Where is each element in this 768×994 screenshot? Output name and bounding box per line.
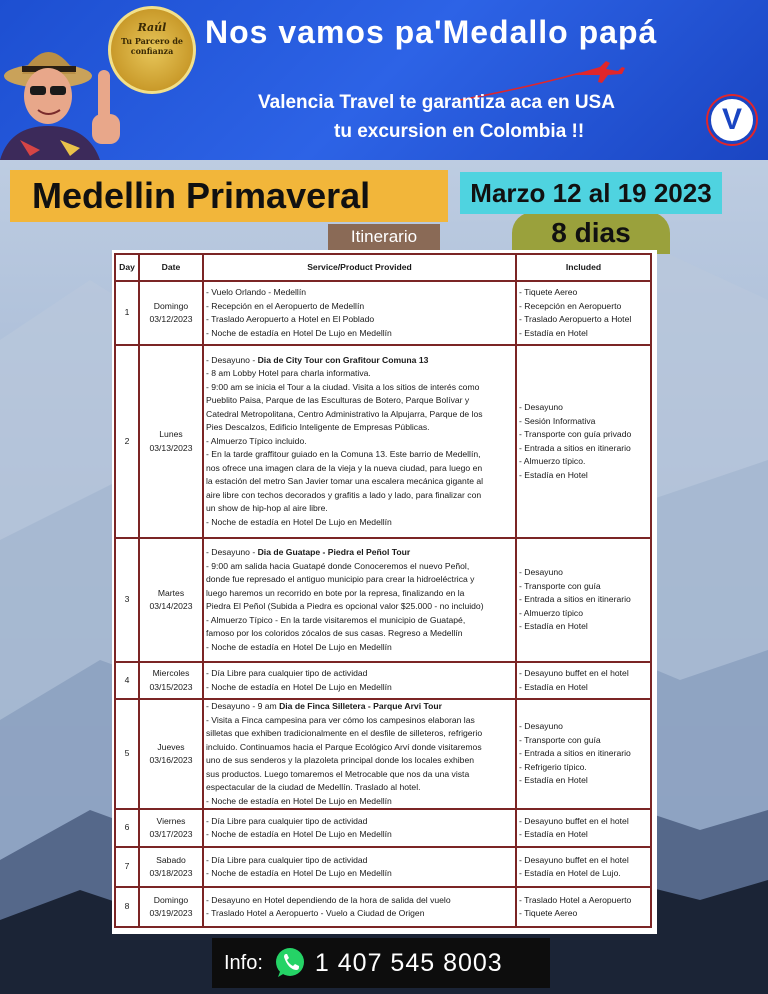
- included-item: - Tiquete Aereo: [519, 287, 578, 297]
- service-text: - Día Libre para cualquier tipo de actividad: [206, 854, 368, 865]
- col-header-included: Included: [516, 254, 651, 281]
- service-text: Pies Descalzos, Edificio Inteligente de Empresas Públicas.: [206, 422, 430, 433]
- service-cell: [203, 281, 516, 345]
- service-line: [206, 313, 513, 327]
- included-item: - Transporte con guía: [519, 734, 601, 745]
- date: 03/18/2023: [149, 868, 193, 878]
- service-line: [206, 614, 513, 628]
- service-line: [206, 546, 513, 560]
- included-cell: [516, 809, 651, 847]
- service-text: - Desayuno - 9 am: [206, 701, 280, 711]
- service-line: [206, 448, 513, 462]
- table-row: [115, 699, 651, 809]
- service-cell: [203, 345, 516, 538]
- included-item: - Estadía en Hotel: [519, 327, 588, 338]
- table-row: [115, 662, 651, 699]
- service-line: [206, 475, 513, 489]
- service-line: [206, 516, 513, 530]
- badge-text: Tu Parcero de confianza: [121, 36, 183, 56]
- itinerary-table: [114, 253, 652, 928]
- day-date-cell: [139, 847, 203, 887]
- weekday: Jueves: [157, 741, 185, 752]
- table-header-row: [115, 254, 651, 281]
- service-line: [206, 573, 513, 587]
- col-header-date: Date: [139, 254, 203, 281]
- service-text: - Vuelo Orlando - Medellín: [206, 287, 306, 297]
- included-cell: [516, 281, 651, 345]
- table-row: [115, 538, 651, 662]
- weekday: Domingo: [153, 894, 189, 905]
- badge-name: Raúl: [137, 21, 167, 34]
- parcero-badge: [108, 6, 196, 94]
- header-subtitle-1: Valencia Travel te garantiza aca en USA: [258, 92, 615, 113]
- service-cell: [203, 538, 516, 662]
- included-item: - Tiquete Aereo: [519, 908, 578, 918]
- included-item: - Recepción en Aeropuerto: [519, 300, 622, 311]
- included-item: - Traslado Aeropuerto a Hotel: [519, 314, 632, 324]
- weekday: Domingo: [153, 300, 189, 311]
- service-text: - Noche de estadía en Hotel De Lujo en Medellín: [206, 327, 392, 338]
- included-cell: [516, 847, 651, 887]
- table-row: [115, 847, 651, 887]
- service-text: - Desayuno -: [206, 547, 258, 557]
- service-line: [206, 489, 513, 503]
- header-subtitle-2: tu excursion en Colombia !!: [334, 121, 585, 142]
- service-line: [206, 754, 513, 768]
- included-item: - Desayuno buffet en el hotel: [519, 815, 629, 826]
- service-line: [206, 300, 513, 314]
- service-line: [206, 667, 513, 681]
- service-line: [206, 727, 513, 741]
- date: 03/15/2023: [149, 681, 193, 692]
- service-text: - Visita a Finca campesina para ver cómo los campesinos elaboran las: [206, 714, 475, 725]
- service-text: - Almuerzo Típico incluido.: [206, 435, 307, 446]
- service-text: Catedral Metropolitana, Centro Administrativo la Alpujarra, Parque de los: [206, 408, 483, 419]
- included-item: - Estadía en Hotel: [519, 681, 588, 692]
- included-cell: [516, 699, 651, 809]
- service-text: espectacular de la ciudad de Medellín. Traslado al hotel.: [206, 782, 421, 792]
- day-date-cell: [139, 281, 203, 345]
- service-line: [206, 627, 513, 641]
- included-item: - Desayuno: [519, 567, 563, 578]
- service-cell: [203, 699, 516, 809]
- tour-name: Dia de Finca Silletera - Parque Arvi Tour: [279, 701, 442, 711]
- service-text: - 9:00 am salida hacia Guatapé donde Conoceremos el nuevo Peñol,: [206, 560, 470, 571]
- table-row: [115, 887, 651, 927]
- service-line: [206, 894, 513, 908]
- service-cell: [203, 809, 516, 847]
- valencia-logo: V: [708, 96, 756, 144]
- day-date-cell: [139, 809, 203, 847]
- date: 03/14/2023: [149, 601, 193, 611]
- service-text: Piedra El Peñol (Subida a Piedra es opcional valor $25.000 - no incluido): [206, 601, 484, 611]
- included-item: - Transporte con guía privado: [519, 429, 632, 439]
- header-title: Nos vamos pa'Medallo papá: [205, 14, 658, 50]
- day-number: 5: [115, 699, 139, 809]
- service-line: [206, 327, 513, 341]
- service-line: [206, 741, 513, 755]
- service-line: [206, 700, 513, 714]
- info-label: Info:: [224, 951, 263, 974]
- date: 03/17/2023: [149, 829, 193, 839]
- trip-dates: Marzo 12 al 19 2023: [460, 172, 722, 214]
- included-item: - Traslado Hotel a Aeropuerto: [519, 894, 632, 905]
- service-text: luego haremos un recorrido en bote por la represa, finalizando en la: [206, 587, 465, 598]
- service-text: sus productos. Luego tomaremos el Metrocable que nos da una vista: [206, 768, 470, 779]
- service-text: - Almuerzo Típico - En la tarde visitaremos el municipio de Guatapé,: [206, 614, 466, 625]
- trip-title: Medellin Primaveral: [10, 170, 448, 222]
- service-text: - Desayuno en Hotel dependiendo de la hora de salida del vuelo: [206, 894, 451, 905]
- header-banner: [0, 0, 768, 160]
- included-item: - Almuerzo típico.: [519, 456, 586, 466]
- service-line: [206, 435, 513, 449]
- included-item: - Entrada a sitios en itinerario: [519, 748, 631, 759]
- table-row: [115, 281, 651, 345]
- service-text: donde fue represado el antiguo municipio para crear la hidroeléctrica y: [206, 574, 475, 584]
- service-cell: [203, 887, 516, 927]
- service-text: nos ofrece una imagen clara de la vieja y la nueva ciudad, para luego en: [206, 462, 483, 473]
- itinerary-label: Itinerario: [328, 224, 440, 250]
- service-line: [206, 560, 513, 574]
- included-item: - Estadía en Hotel: [519, 829, 588, 839]
- service-text: - Noche de estadía en Hotel De Lujo en Medellín: [206, 795, 392, 806]
- service-line: [206, 354, 513, 368]
- included-item: - Transporte con guía: [519, 580, 601, 591]
- weekday: Miercoles: [152, 668, 190, 678]
- table-row: [115, 809, 651, 847]
- service-text: - Noche de estadía en Hotel De Lujo en Medellín: [206, 681, 392, 692]
- service-text: - 9:00 am se inicia el Tour a la ciudad. Visita a los sitios de interés como: [206, 381, 480, 392]
- day-number: 6: [115, 809, 139, 847]
- service-text: - 8 am Lobby Hotel para charla informativa.: [206, 368, 371, 379]
- service-text: - Noche de estadía en Hotel De Lujo en Medellín: [206, 641, 392, 652]
- included-item: - Desayuno buffet en el hotel: [519, 854, 629, 865]
- service-text: aire libre con techos decorados y grafitis a lado y lado, para finalizar con: [206, 489, 482, 500]
- service-line: [206, 367, 513, 381]
- service-text: - Noche de estadía en Hotel De Lujo en Medellín: [206, 868, 392, 878]
- included-item: - Refrigerio típico.: [519, 761, 587, 772]
- service-text: la estación del metro San Javier tomar una escalera mecánica gigante al: [206, 476, 484, 487]
- day-number: 4: [115, 662, 139, 699]
- service-line: [206, 462, 513, 476]
- included-item: - Estadía en Hotel: [519, 621, 588, 632]
- service-text: - En la tarde graffitour guiado en la Comuna 13. Este barrio de Medellín,: [206, 449, 481, 460]
- included-item: - Entrada a sitios en itinerario: [519, 442, 631, 453]
- service-line: [206, 394, 513, 408]
- included-cell: [516, 345, 651, 538]
- table-row: [115, 345, 651, 538]
- service-line: [206, 815, 513, 829]
- weekday: Viernes: [156, 815, 186, 826]
- day-number: 1: [115, 281, 139, 345]
- service-line: [206, 768, 513, 782]
- included-item: - Almuerzo típico: [519, 607, 583, 618]
- included-item: - Desayuno buffet en el hotel: [519, 668, 629, 678]
- service-line: [206, 907, 513, 921]
- day-number: 7: [115, 847, 139, 887]
- contact-bar: [212, 938, 550, 988]
- service-text: - Desayuno -: [206, 354, 258, 365]
- included-cell: [516, 887, 651, 927]
- service-line: [206, 641, 513, 655]
- service-text: - Noche de estadía en Hotel De Lujo en Medellín: [206, 829, 392, 839]
- weekday: Lunes: [159, 429, 183, 439]
- included-cell: [516, 538, 651, 662]
- service-line: [206, 681, 513, 695]
- service-text: un show de hip-hop al aire libre.: [206, 503, 328, 514]
- included-item: - Estadía en Hotel: [519, 775, 588, 786]
- included-item: - Estadía en Hotel: [519, 469, 588, 480]
- day-number: 3: [115, 538, 139, 662]
- service-text: famoso por los coloridos zócalos de sus casas. Regreso a Medellín: [206, 628, 463, 638]
- col-header-service: Service/Product Provided: [203, 254, 516, 281]
- service-line: [206, 867, 513, 881]
- service-line: [206, 381, 513, 395]
- service-text: - Noche de estadía en Hotel De Lujo en Medellín: [206, 516, 392, 527]
- day-number: 2: [115, 345, 139, 538]
- service-line: [206, 408, 513, 422]
- included-item: - Entrada a sitios en itinerario: [519, 594, 631, 605]
- date: 03/19/2023: [149, 908, 193, 918]
- day-date-cell: [139, 538, 203, 662]
- service-line: [206, 587, 513, 601]
- date: 03/13/2023: [149, 442, 193, 453]
- service-line: [206, 421, 513, 435]
- day-date-cell: [139, 345, 203, 538]
- service-text: - Traslado Hotel a Aeropuerto - Vuelo a Ciudad de Origen: [206, 908, 425, 918]
- included-item: - Estadía en Hotel de Lujo.: [519, 868, 621, 878]
- service-cell: [203, 847, 516, 887]
- service-text: silletas que exhiben tradicionalmente en el desfile de silleteros, refrigerio: [206, 728, 483, 738]
- whatsapp-icon[interactable]: [273, 946, 307, 980]
- service-line: [206, 600, 513, 614]
- duration-badge: 8 dias: [512, 212, 670, 254]
- service-cell: [203, 662, 516, 699]
- itinerary-sheet: [112, 250, 657, 934]
- weekday: Martes: [157, 587, 185, 598]
- day-date-cell: [139, 887, 203, 927]
- tour-name: Dia de City Tour con Grafitour Comuna 13: [257, 354, 429, 365]
- service-text: - Día Libre para cualquier tipo de actividad: [206, 668, 368, 678]
- service-line: [206, 714, 513, 728]
- day-date-cell: [139, 699, 203, 809]
- service-line: [206, 502, 513, 516]
- day-date-cell: [139, 662, 203, 699]
- service-text: uno de sus senderos y la plazoleta principal donde los locales exhiben: [206, 755, 475, 765]
- col-header-day: Day: [115, 254, 139, 281]
- table-body: [115, 281, 651, 927]
- date: 03/12/2023: [149, 314, 193, 324]
- service-line: [206, 795, 513, 809]
- included-item: - Desayuno: [519, 721, 563, 732]
- weekday: Sabado: [156, 854, 186, 865]
- service-text: incluido. Continuamos hacia el Parque Ecológico Arví donde visitaremos: [206, 741, 482, 752]
- service-line: [206, 828, 513, 842]
- phone-number[interactable]: 1 407 545 8003: [314, 948, 503, 977]
- service-text: - Traslado Aeropuerto a Hotel en El Poblado: [206, 314, 375, 324]
- tour-name: Dia de Guatape - Piedra el Peñol Tour: [257, 547, 411, 557]
- included-cell: [516, 662, 651, 699]
- service-line: [206, 286, 513, 300]
- included-item: - Desayuno: [519, 402, 563, 412]
- service-line: [206, 781, 513, 795]
- included-item: - Sesión Informativa: [519, 415, 596, 426]
- service-text: - Recepción en el Aeropuerto de Medellín: [206, 300, 365, 311]
- service-text: Pueblito Paisa, Parque de las Esculturas de Botero, Parque Bolívar y: [206, 395, 470, 406]
- service-text: - Día Libre para cualquier tipo de actividad: [206, 815, 368, 826]
- service-line: [206, 854, 513, 868]
- day-number: 8: [115, 887, 139, 927]
- date: 03/16/2023: [149, 755, 193, 765]
